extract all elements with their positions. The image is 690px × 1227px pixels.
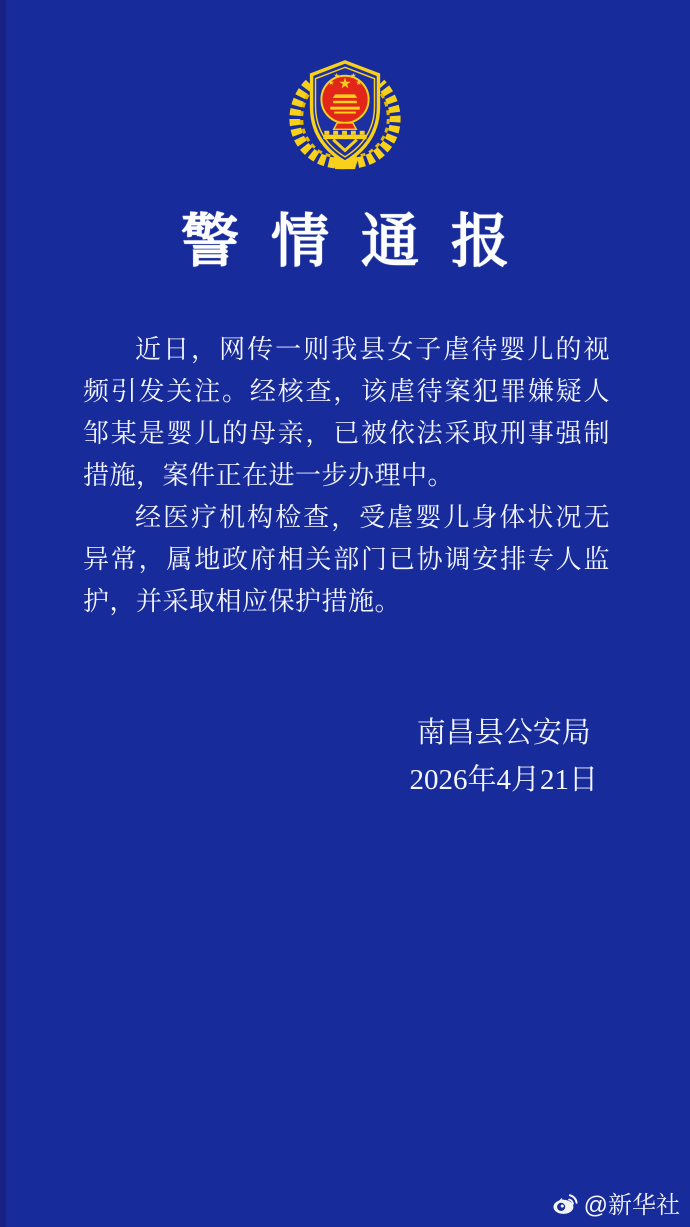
police-badge-emblem (286, 58, 404, 178)
issuing-agency: 南昌县公安局 (416, 717, 591, 749)
watermark (552, 1185, 680, 1220)
left-edge-shade (0, 0, 6, 1227)
notice-paragraph-1: 近日，网传一则我县女子虐待婴儿的视频引发关注。经核查，该虐待案犯罪嫌疑人邹某是婴儿的母亲，已被依法采取刑事强制措施，案件正在进一步办理中。 (83, 335, 610, 490)
police-badge-icon (286, 58, 404, 178)
notice-body (83, 329, 610, 623)
weibo-icon (552, 1190, 579, 1215)
issue-date: 2026年4月21日 (409, 764, 598, 796)
notice-title: 警情通报 (180, 209, 541, 274)
notice-paragraph-2: 经医疗机构检查，受虐婴儿身体状况无异常，属地政府相关部门已协调安排专人监护，并采取相应保护措施。 (83, 503, 610, 616)
signature-block (409, 710, 598, 804)
watermark-text: @新华社 (583, 1192, 680, 1219)
